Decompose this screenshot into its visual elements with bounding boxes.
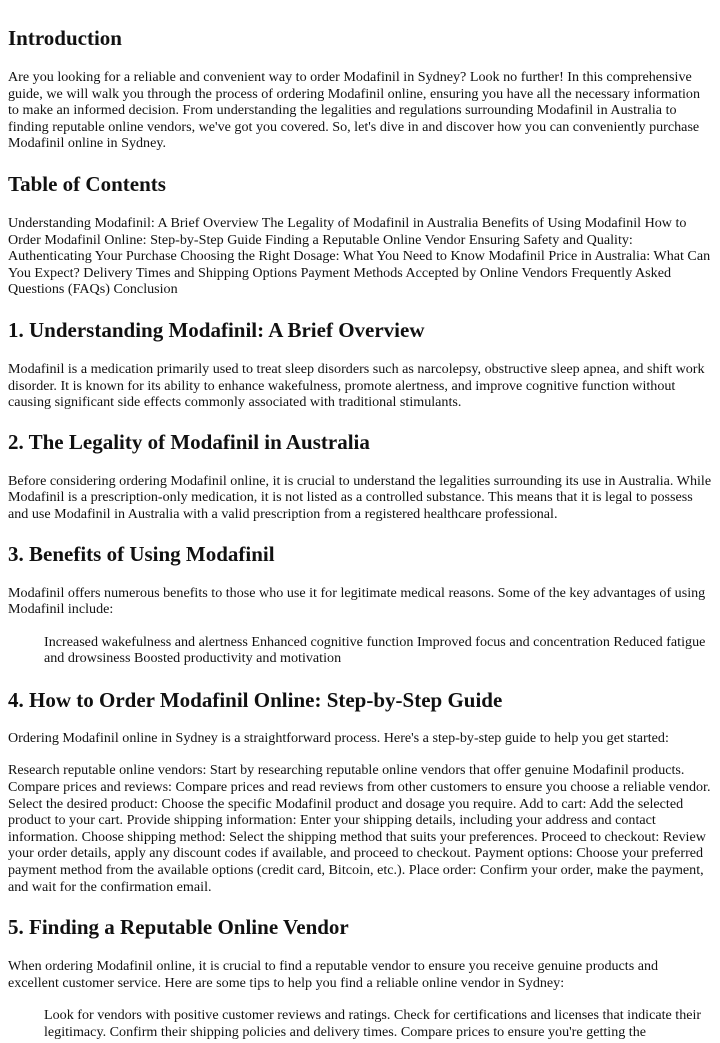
table-of-contents-paragraph: Understanding Modafinil: A Brief Overview The Legality of Modafinil in Australia Benefits of Using Modafinil How to Order Modafinil Online: Step-by-Step Guide Finding a Reputable Online Vendor Ensuring Safety and Quality: Authenticating Your Purchase Choosing the Right Dosage: What You Need to Know Modafinil Price in Australia: What Can You Expect? Delivery Times and Shipping Options Payment Methods Accepted by Online Vendors Frequently Asked Questions (FAQs) Conclusion — [8, 214, 711, 298]
section-3-heading: 3. Benefits of Using Modafinil — [8, 541, 275, 566]
section-1-heading: 1. Understanding Modafinil: A Brief Overview — [8, 317, 425, 342]
section-5-paragraph: When ordering Modafinil online, it is crucial to find a reputable vendor to ensure you receive genuine products and excellent customer service. Here are some tips to help you find a reliable online vendor in Sydney: — [8, 958, 659, 991]
section-4-paragraph: Ordering Modafinil online in Sydney is a straightforward process. Here's a step-by-step guide to help you get started: — [8, 729, 669, 746]
benefits-list: Increased wakefulness and alertness Enhanced cognitive function Improved focus and concentration Reduced fatigue and drowsiness Boosted productivity and motivation — [44, 633, 706, 667]
section-5-heading: 5. Finding a Reputable Online Vendor — [8, 915, 349, 940]
table-of-contents-heading: Table of Contents — [8, 171, 166, 196]
section-2-heading: 2. The Legality of Modafinil in Australia — [8, 429, 370, 454]
section-3-paragraph: Modafinil offers numerous benefits to those who use it for legitimate medical reasons. Some of the key advantages of using Modafinil include: — [8, 584, 706, 618]
section-1-paragraph: Modafinil is a medication primarily used to treat sleep disorders such as narcolepsy, obstructive sleep apnea, and shift work disorder. It is known for its ability to enhance wakefulness, promote alertness, and improve cognitive function without causing significant side effects commonly associated with traditional stimulants. — [8, 360, 705, 411]
order-steps-paragraph: Research reputable online vendors: Start by researching reputable online vendors that offer genuine Modafinil products. Compare prices and reviews: Compare prices and read reviews from other customers to ensure you choose a reliable vendor. Select the desired product: Choose the specific Modafinil product and dosage you require. Add to cart: Add the selected product to your cart. Provide shipping information: Enter your shipping details, including your address and contact information. Choose shipping method: Select the shipping method that suits your preferences. Proceed to checkout: Review your order details, apply any discount codes if available, and proceed to checkout. Payment options: Choose your preferred payment method from the available options (credit card, Bitcoin, etc.). Place order: Confirm your order, make the payment, and wait for the confirmation email. — [8, 762, 711, 895]
section-4-heading: 4. How to Order Modafinil Online: Step-by-Step Guide — [8, 687, 503, 712]
introduction-paragraph: Are you looking for a reliable and convenient way to order Modafinil in Sydney? Look no further! In this comprehensive guide, we will walk you through the process of ordering Modafinil online, ensuring you have all the necessary information to make an informed decision. From understanding the legalities and regulations surrounding Modafinil in Australia to finding reputable online vendors, we've got you covered. So, let's dive in and discover how you can conveniently purchase Modafinil online in Sydney. — [8, 69, 700, 152]
document-page — [0, 25, 720, 1043]
vendor-tips-list: Look for vendors with positive customer reviews and ratings. Check for certifications and licenses that indicate their legitimacy. Confirm their shipping policies and delivery times. Compare prices to ensure you're getting the — [44, 1007, 702, 1040]
introduction-heading: Introduction — [8, 26, 122, 50]
section-2-paragraph: Before considering ordering Modafinil online, it is crucial to understand the legalities surrounding its use in Australia. While Modafinil is a prescription-only medication, it is not listed as a controlled substance. This means that it is legal to possess and use Modafinil in Australia with a valid prescription from a registered healthcare professional. — [8, 472, 712, 522]
